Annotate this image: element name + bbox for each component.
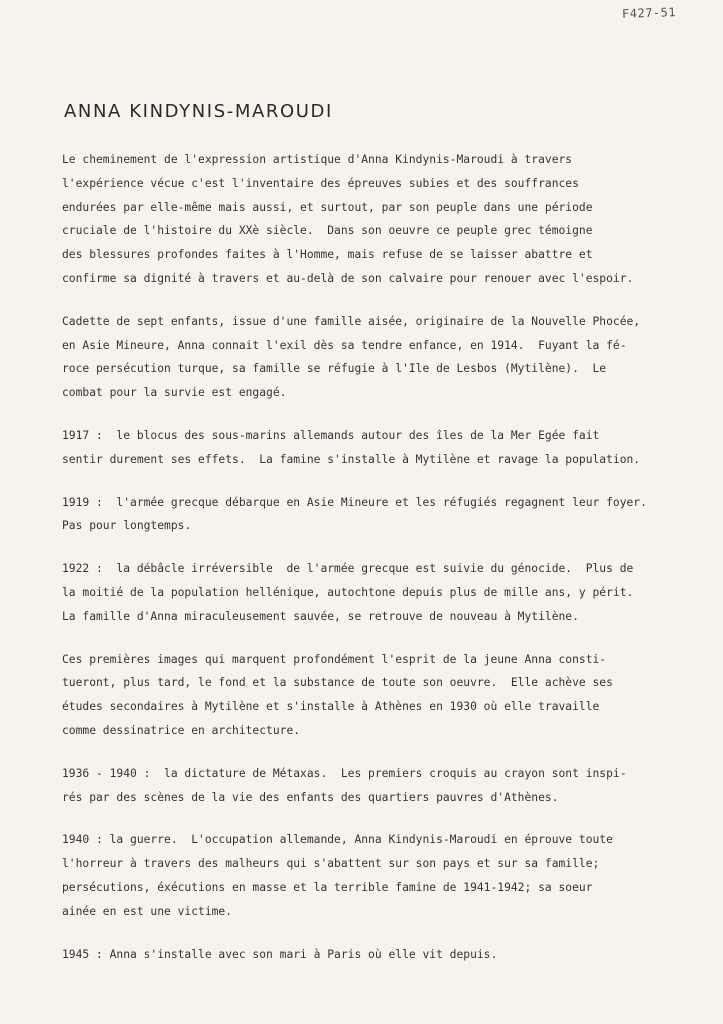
text-line: cruciale de l'histoire du XXè siècle. Dans son oeuvre ce peuple grec témoigne <box>62 224 593 238</box>
paragraph <box>62 648 702 743</box>
paragraph <box>62 943 702 967</box>
text-line: 1936 - 1940 : la dictature de Métaxas. Les premiers croquis au crayon sont inspi- <box>62 766 627 780</box>
text-line: 1917 : le blocus des sous-marins allemands autour des îles de la Mer Egée fait <box>62 428 600 442</box>
text-line: sentir durement ses effets. La famine s'installe à Mytilène et ravage la population. <box>62 452 641 466</box>
text-line: rés par des scènes de la vie des enfants des quartiers pauvres d'Athènes. <box>62 790 559 804</box>
text-line: combat pour la survie est engagé. <box>62 386 287 400</box>
text-line: 1940 : la guerre. L'occupation allemande, Anna Kindynis-Maroudi en éprouve toute <box>62 833 613 847</box>
text-line: confirme sa dignité à travers et au-delà de son calvaire pour renouer avec l'espoir. <box>62 271 634 285</box>
paragraph <box>62 148 702 291</box>
text-line: Cadette de sept enfants, issue d'une famille aisée, originaire de la Nouvelle Phocée, <box>62 314 641 328</box>
text-line: des blessures profondes faites à l'Homme, mais refuse de se laisser abattre et <box>62 248 593 262</box>
text-line: en Asie Mineure, Anna connait l'exil dès sa tendre enfance, en 1914. Fuyant la fé- <box>62 338 627 352</box>
paragraph <box>62 491 702 539</box>
text-line: roce persécution turque, sa famille se réfugie à l'Ile de Lesbos (Mytilène). Le <box>62 362 607 376</box>
text-line: tueront, plus tard, le fond et la substance de toute son oeuvre. Elle achève ses <box>62 676 613 690</box>
text-line: l'expérience vécue c'est l'inventaire des épreuves subies et des souffrances <box>62 176 579 190</box>
text-line: études secondaires à Mytilène et s'installe à Athènes en 1930 où elle travaille <box>62 700 600 714</box>
text-line: Le cheminement de l'expression artistique d'Anna Kindynis-Maroudi à travers <box>62 153 573 166</box>
text-line: ainée en est une victime. <box>62 904 233 918</box>
text-line: Ces premières images qui marquent profondément l'esprit de la jeune Anna consti- <box>62 652 607 666</box>
paragraph <box>62 310 702 405</box>
document-title: ANNA KINDYNIS-MAROUDI <box>64 101 333 122</box>
text-line: 1919 : l'armée grecque débarque en Asie Mineure et les réfugiés regagnent leur foyer. <box>62 495 647 509</box>
paragraph <box>62 828 702 923</box>
document-body <box>62 148 702 985</box>
text-line: endurées par elle-même mais aussi, et surtout, par son peuple dans une période <box>62 200 593 214</box>
text-line: comme dessinatrice en architecture. <box>62 723 301 737</box>
paragraph <box>62 762 702 810</box>
text-line: la moitié de la population hellénique, autochtone depuis plus de mille ans, y périt. <box>62 585 634 599</box>
text-line: La famille d'Anna miraculeusement sauvée, se retrouve de nouveau à Mytilène. <box>62 609 579 623</box>
text-line: 1922 : la débâcle irréversible de l'armée grecque est suivie du génocide. Plus de <box>62 562 634 576</box>
text-line: persécutions, éxécutions en masse et la terrible famine de 1941-1942; sa soeur <box>62 880 593 894</box>
paragraph <box>62 424 702 472</box>
text-line: 1945 : Anna s'installe avec son mari à Paris où elle vit depuis. <box>62 947 498 961</box>
paragraph <box>62 557 702 628</box>
text-line: l'horreur à travers des malheurs qui s'abattent sur son pays et sur sa famille; <box>62 857 600 871</box>
archive-reference: F427-51 <box>621 5 677 21</box>
text-line: Pas pour longtemps. <box>62 519 192 533</box>
